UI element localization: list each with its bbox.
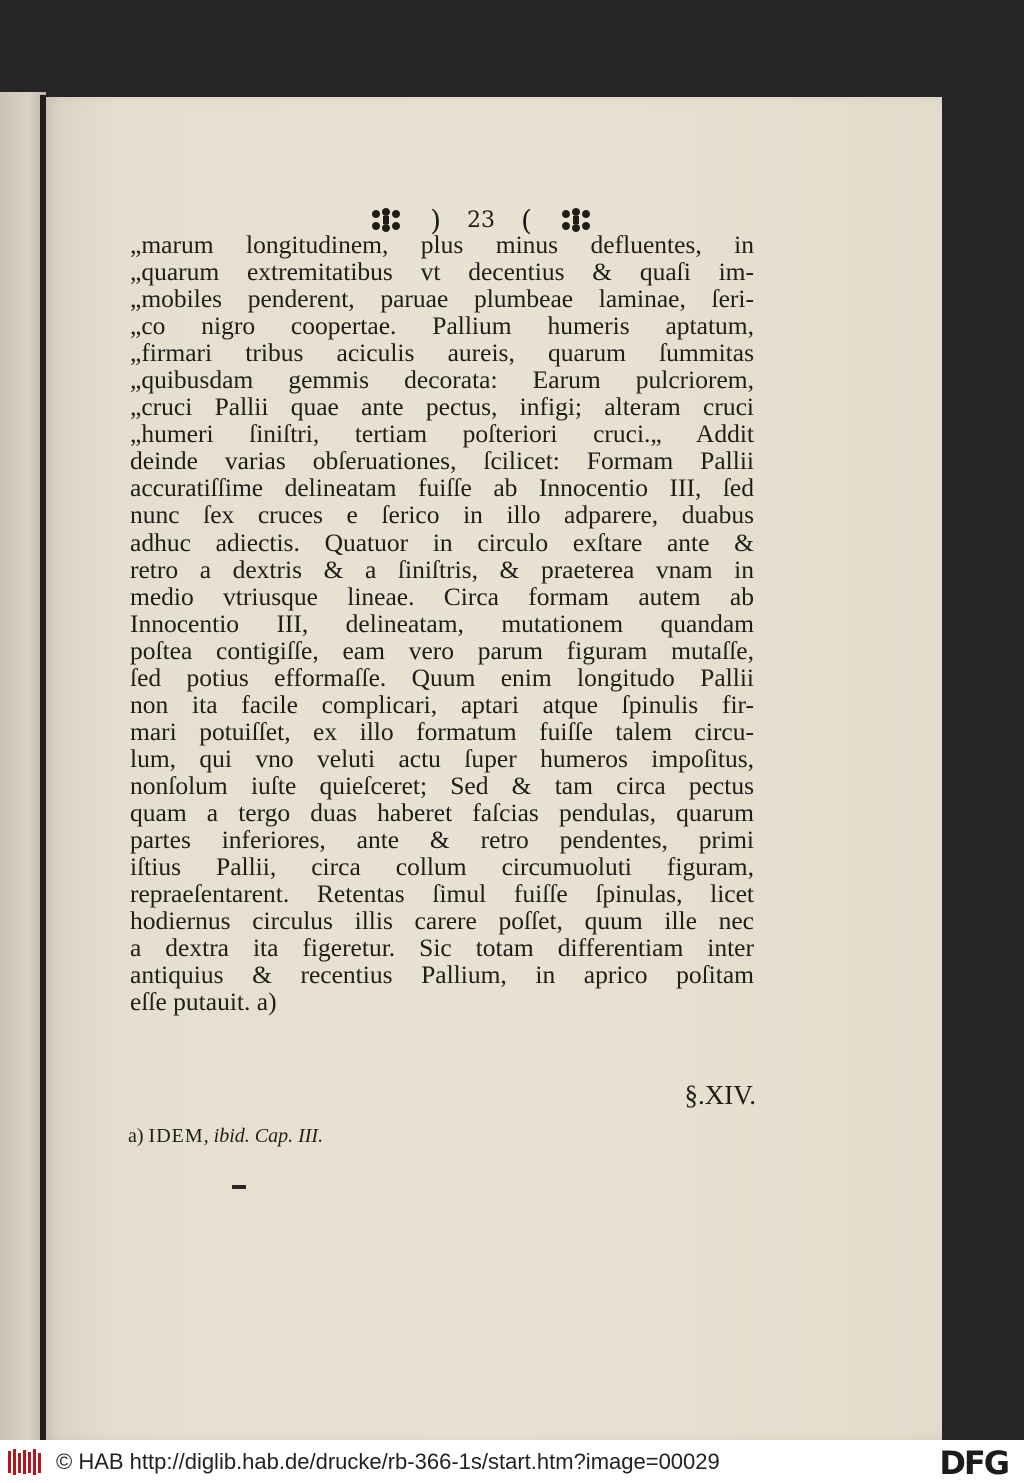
text-line: „mobiles penderent, paruae plumbeae laminae, ſeri-: [130, 284, 754, 314]
text-line: quam a tergo duas haberet faſcias pendulas, quarum: [130, 797, 754, 827]
text-line: „humeri ſiniſtri, tertiam poſteriori cruci.„ Addit: [130, 419, 754, 449]
text-line: mari potuiſſet, ex illo formatum fuiſſe talem circu-: [130, 716, 754, 746]
text-line: poſtea contigiſſe, eam vero parum figuram mutaſſe,: [130, 635, 754, 665]
text-line: lum, qui vno veluti actu ſuper humeros impoſitus,: [130, 743, 754, 773]
text-line: ſed potius efformaſſe. Quum enim longitudo Pallii: [130, 662, 754, 692]
text-line: „firmari tribus aciculis aureis, quarum ſummitas: [130, 338, 754, 368]
hab-logo-icon: [6, 1447, 46, 1477]
text-line: „quarum extremitatibus vt decentius & quaſi im-: [130, 257, 754, 287]
section-mark: §.XIV.: [684, 1080, 756, 1110]
text-line: medio vtriusque lineae. Circa formam autem ab: [130, 581, 754, 611]
text-line: „cruci Pallii quae ante pectus, infigi; alteram cruci: [130, 392, 754, 422]
text-line: „co nigro coopertae. Pallium humeris aptatum,: [130, 311, 754, 341]
text-line: repraeſentarent. Retentas ſimul fuiſſe ſpinulas, licet: [130, 879, 754, 909]
text-line: deinde varias obſeruationes, ſcilicet: Formam Pallii: [130, 446, 754, 476]
text-line: iſtius Pallii, circa collum circumuoluti figuram,: [130, 852, 754, 882]
footnote: [128, 1125, 323, 1148]
text-line: partes inferiores, ante & retro pendentes, primi: [130, 825, 754, 855]
footer-bar: [0, 1440, 1024, 1483]
copyright-link[interactable]: © HAB http://diglib.hab.de/drucke/rb-366-1s/start.htm?image=00029: [56, 1448, 720, 1474]
page-number: 23: [467, 207, 495, 233]
text-line: „marum longitudinem, plus minus defluentes, in: [130, 230, 754, 259]
text-line: retro a dextris & a ſiniſtris, & praeterea vnam in: [130, 554, 754, 584]
ink-mark: [232, 1185, 246, 1189]
text-line: nunc ſex cruces e ſerico in illo adparere, duabus: [130, 500, 754, 530]
footnote-separator: ,: [203, 1125, 209, 1147]
header-right-paren: (: [521, 203, 532, 237]
book-page: [46, 97, 942, 1440]
text-line: Innocentio III, delineatam, mutationem quandam: [130, 608, 754, 638]
footnote-marker: a): [128, 1125, 144, 1147]
text-line: hodiernus circulus illis carere poſſet, quum ille nec: [130, 906, 754, 936]
footnote-author: IDEM: [148, 1125, 204, 1147]
footnote-reference: ibid. Cap. III.: [213, 1125, 324, 1147]
header-left-paren: ): [430, 203, 441, 237]
body-text: [130, 231, 754, 1015]
text-line: eſſe putauit. a): [130, 987, 277, 1017]
text-line: antiquius & recentius Pallium, in aprico poſitam: [130, 960, 754, 990]
text-line: non ita facile complicari, aptari atque ſpinulis fir-: [130, 689, 754, 719]
dfg-logo: DFG: [939, 1444, 1008, 1482]
text-line: adhuc adiectis. Quatuor in circulo exſtare ante &: [130, 527, 754, 557]
text-line: accuratiſſime delineatam fuiſſe ab Innocentio III, ſed: [130, 473, 754, 503]
text-line: nonſolum iuſte quieſceret; Sed & tam circa pectus: [130, 770, 754, 800]
text-line: a dextra ita figeretur. Sic totam differentiam inter: [130, 933, 754, 963]
text-line: „quibusdam gemmis decorata: Earum pulcriorem,: [130, 365, 754, 395]
